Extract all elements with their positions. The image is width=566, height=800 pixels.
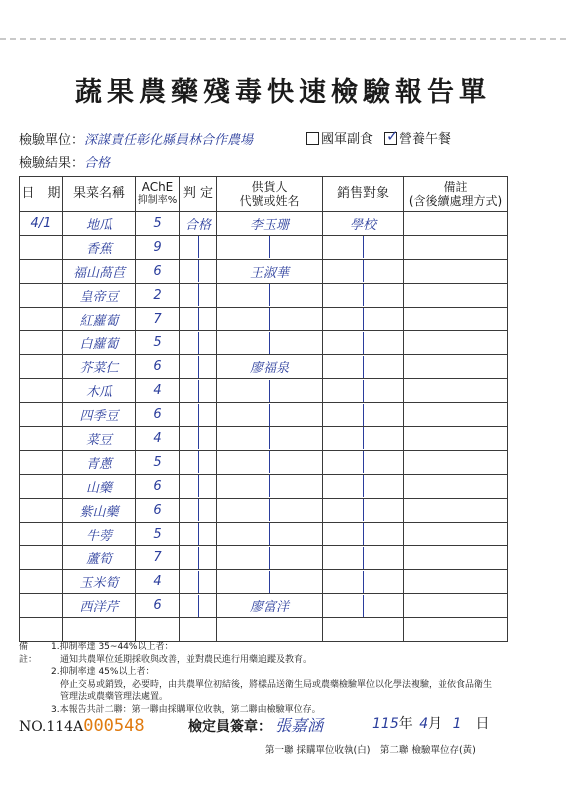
ditto-mark <box>363 547 364 569</box>
row-item <box>63 427 136 451</box>
ditto-mark <box>269 404 270 426</box>
row-ache-text: 5 <box>153 454 162 470</box>
row-buyer <box>323 379 404 403</box>
military-option[interactable] <box>306 128 373 147</box>
row-item <box>63 212 136 236</box>
row-buyer <box>323 307 404 331</box>
military-checkbox[interactable] <box>306 132 319 145</box>
ditto-mark <box>198 404 199 426</box>
row-remark <box>404 427 508 451</box>
row-item <box>63 259 136 283</box>
row-remark <box>404 450 508 474</box>
row-ache <box>136 355 180 379</box>
row-ache-text: 2 <box>153 287 162 303</box>
row-item <box>63 403 136 427</box>
row-item <box>63 522 136 546</box>
row-ache <box>136 235 180 259</box>
note-line: 3.本報告共計二聯：第一聯由採購單位收執，第二聯由檢驗單位存。 <box>51 704 321 715</box>
row-buyer <box>323 474 404 498</box>
row-buyer-text: 學校 <box>349 217 376 233</box>
col-header-item: 果菜名稱 <box>63 177 136 212</box>
row-ache-text: 9 <box>153 239 162 255</box>
row-item-text: 白蘿蔔 <box>79 337 119 353</box>
serial-digits: 000548 <box>83 716 145 736</box>
row-item-text: 紅蘿蔔 <box>79 313 119 329</box>
table-row <box>20 307 508 331</box>
remark-header-top: 備註 <box>443 180 468 194</box>
row-ache <box>136 379 180 403</box>
date-day-unit: 日 <box>475 716 490 732</box>
row-supplier <box>217 570 323 594</box>
ditto-mark <box>363 284 364 306</box>
row-ache <box>136 618 180 642</box>
row-date <box>20 618 63 642</box>
row-judgement <box>180 546 217 570</box>
row-ache <box>136 570 180 594</box>
page-title: 蔬果農藥殘毒快速檢驗報告單 <box>75 77 491 108</box>
row-date <box>20 594 63 618</box>
ditto-mark <box>363 380 364 402</box>
inspection-table <box>19 176 508 642</box>
row-ache <box>136 498 180 522</box>
row-supplier <box>217 331 323 355</box>
col-header-remark <box>404 177 508 212</box>
ditto-mark <box>198 427 199 449</box>
table-row <box>20 570 508 594</box>
ache-header-bottom: 抑制率% <box>137 195 178 206</box>
row-item <box>63 570 136 594</box>
note-line: 1.抑制率達 35~44%以上者： <box>51 642 174 652</box>
ditto-mark <box>198 356 199 378</box>
row-remark <box>404 331 508 355</box>
row-item <box>63 355 136 379</box>
row-remark <box>404 307 508 331</box>
row-ache-text: 6 <box>153 263 162 279</box>
ditto-mark <box>363 475 364 497</box>
row-judgement <box>180 474 217 498</box>
row-item-text: 西洋芹 <box>79 600 119 616</box>
row-ache-text: 6 <box>153 407 162 423</box>
row-date <box>20 331 63 355</box>
ditto-mark <box>198 523 199 545</box>
row-date <box>20 546 63 570</box>
ditto-mark <box>269 427 270 449</box>
ditto-mark <box>198 571 199 593</box>
serial-prefix: NO.114A <box>19 719 84 735</box>
row-item <box>63 474 136 498</box>
ditto-mark <box>363 595 364 617</box>
row-ache <box>136 522 180 546</box>
row-buyer <box>323 618 404 642</box>
row-supplier <box>217 618 323 642</box>
row-buyer <box>323 450 404 474</box>
row-date <box>20 450 63 474</box>
result-label: 檢驗結果： <box>19 156 85 171</box>
nutrition-option-label: 營養午餐 <box>399 132 452 147</box>
table-row <box>20 212 508 236</box>
row-item-text: 蘆筍 <box>85 552 112 568</box>
ditto-mark <box>269 547 270 569</box>
row-ache <box>136 546 180 570</box>
row-judgement <box>180 283 217 307</box>
row-item <box>63 331 136 355</box>
row-judgement <box>180 355 217 379</box>
result-value: 合格 <box>84 156 111 171</box>
row-date <box>20 427 63 451</box>
row-supplier <box>217 546 323 570</box>
row-date-text: 4/1 <box>30 215 52 231</box>
row-item-text: 地瓜 <box>85 217 112 233</box>
ditto-mark <box>269 380 270 402</box>
row-supplier <box>217 498 323 522</box>
row-buyer <box>323 403 404 427</box>
ditto-mark <box>363 260 364 282</box>
row-remark <box>404 522 508 546</box>
row-judgement <box>180 498 217 522</box>
row-item-text: 青蔥 <box>85 456 112 472</box>
row-buyer <box>323 235 404 259</box>
row-supplier <box>217 259 323 283</box>
row-supplier <box>217 594 323 618</box>
note-line: 停止交易或銷毀，必要時，由共農單位初結後，將樣品送衛生局或農藥檢驗單位以化學法複驗，並依食品衛生 <box>51 679 493 690</box>
ditto-mark <box>363 404 364 426</box>
row-buyer <box>323 331 404 355</box>
row-buyer <box>323 283 404 307</box>
supplier-header-bottom: 代號或姓名 <box>239 194 300 208</box>
row-remark <box>404 283 508 307</box>
row-remark <box>404 355 508 379</box>
perforation-line <box>0 38 566 40</box>
ditto-mark <box>269 451 270 473</box>
row-item-text: 福山萵苣 <box>72 265 125 281</box>
row-buyer <box>323 594 404 618</box>
row-buyer <box>323 522 404 546</box>
row-date <box>20 235 63 259</box>
row-supplier <box>217 235 323 259</box>
row-remark <box>404 594 508 618</box>
ditto-mark <box>269 284 270 306</box>
row-ache-text: 5 <box>153 335 162 351</box>
ditto-mark <box>198 284 199 306</box>
row-item-text: 木瓜 <box>85 385 112 401</box>
ditto-mark <box>198 595 199 617</box>
row-buyer <box>323 259 404 283</box>
row-supplier <box>217 307 323 331</box>
row-supplier-text: 廖福泉 <box>249 361 289 377</box>
row-date <box>20 355 63 379</box>
row-judgement <box>180 570 217 594</box>
table-row <box>20 403 508 427</box>
nutrition-option[interactable] <box>384 128 451 147</box>
table-row <box>20 594 508 618</box>
row-supplier <box>217 212 323 236</box>
table-row <box>20 546 508 570</box>
row-judgement <box>180 379 217 403</box>
ditto-mark <box>269 236 270 258</box>
row-item <box>63 283 136 307</box>
notes-label: 備註： <box>19 642 38 665</box>
row-item-text: 四季豆 <box>79 409 119 425</box>
col-header-judgement: 判 定 <box>180 177 217 212</box>
row-remark <box>404 259 508 283</box>
row-remark <box>404 403 508 427</box>
row-buyer <box>323 546 404 570</box>
ditto-mark <box>269 332 270 354</box>
table-row <box>20 235 508 259</box>
row-judgement <box>180 618 217 642</box>
row-judgement <box>180 235 217 259</box>
row-ache <box>136 450 180 474</box>
date-month-unit: 月 <box>428 716 443 732</box>
row-supplier-text: 李玉珊 <box>249 217 289 233</box>
row-buyer <box>323 498 404 522</box>
row-ache <box>136 259 180 283</box>
row-item <box>63 594 136 618</box>
row-judgement <box>180 331 217 355</box>
check-mark-icon: ✓ <box>386 127 399 145</box>
row-item <box>63 379 136 403</box>
date-year: 115 <box>372 716 399 732</box>
row-buyer <box>323 427 404 451</box>
ditto-mark <box>363 499 364 521</box>
note-line: 2.抑制率達 45%以上者： <box>51 667 155 677</box>
row-ache-text: 4 <box>153 430 162 446</box>
ditto-mark <box>363 523 364 545</box>
row-ache <box>136 427 180 451</box>
inspector-label: 檢定員簽章： <box>188 719 272 735</box>
serial-number <box>19 716 145 736</box>
row-date <box>20 498 63 522</box>
row-supplier <box>217 355 323 379</box>
row-supplier <box>217 427 323 451</box>
ditto-mark <box>198 308 199 330</box>
row-judgement <box>180 450 217 474</box>
row-item <box>63 498 136 522</box>
row-ache-text: 6 <box>153 359 162 375</box>
row-ache-text: 4 <box>153 383 162 399</box>
row-supplier <box>217 403 323 427</box>
row-ache <box>136 474 180 498</box>
row-ache-text: 7 <box>153 550 162 566</box>
row-item-text: 山藥 <box>85 480 112 496</box>
row-ache-text: 6 <box>153 598 162 614</box>
col-header-date: 日 期 <box>20 177 63 212</box>
row-ache-text: 5 <box>153 526 162 542</box>
row-item <box>63 235 136 259</box>
table-row <box>20 379 508 403</box>
row-judgement <box>180 403 217 427</box>
date-day: 1 <box>452 716 462 732</box>
row-ache <box>136 331 180 355</box>
row-date <box>20 522 63 546</box>
table-row <box>20 355 508 379</box>
ditto-mark <box>363 427 364 449</box>
row-buyer <box>323 570 404 594</box>
row-ache <box>136 594 180 618</box>
ditto-mark <box>363 332 364 354</box>
row-remark <box>404 235 508 259</box>
ditto-mark <box>198 236 199 258</box>
row-remark <box>404 379 508 403</box>
row-date <box>20 403 63 427</box>
ditto-mark <box>269 308 270 330</box>
ditto-mark <box>198 332 199 354</box>
ditto-mark <box>198 475 199 497</box>
report-date <box>372 713 489 733</box>
col-header-supplier <box>217 177 323 212</box>
row-item <box>63 450 136 474</box>
table-header-row <box>20 177 508 212</box>
row-item-text: 牛蒡 <box>85 528 112 544</box>
row-date <box>20 570 63 594</box>
result-row <box>19 152 110 171</box>
ache-header-top: AChE <box>141 180 174 194</box>
table-row <box>20 498 508 522</box>
ditto-mark <box>198 499 199 521</box>
row-ache <box>136 307 180 331</box>
ditto-mark <box>198 380 199 402</box>
row-item <box>63 546 136 570</box>
row-item-text: 紫山藥 <box>79 504 119 520</box>
row-remark <box>404 546 508 570</box>
row-date <box>20 259 63 283</box>
table-row <box>20 427 508 451</box>
row-supplier <box>217 450 323 474</box>
ditto-mark <box>269 475 270 497</box>
row-remark <box>404 474 508 498</box>
ditto-mark <box>198 260 199 282</box>
row-remark <box>404 498 508 522</box>
row-judgement-text: 合格 <box>184 217 211 233</box>
ditto-mark <box>269 523 270 545</box>
row-supplier <box>217 474 323 498</box>
row-ache-text: 6 <box>153 502 162 518</box>
table-row <box>20 331 508 355</box>
row-item-text: 玉米筍 <box>79 576 119 592</box>
nutrition-checkbox[interactable] <box>384 127 399 145</box>
row-supplier <box>217 522 323 546</box>
date-year-unit: 年 <box>398 716 413 732</box>
supplier-header-top: 供貨人 <box>251 180 288 194</box>
row-date <box>20 283 63 307</box>
ditto-mark <box>363 356 364 378</box>
row-supplier <box>217 283 323 307</box>
row-item-text: 菜豆 <box>85 432 112 448</box>
row-judgement <box>180 427 217 451</box>
table-row <box>20 522 508 546</box>
row-ache-text: 6 <box>153 478 162 494</box>
row-date <box>20 212 63 236</box>
row-judgement <box>180 594 217 618</box>
unit-label: 檢驗單位： <box>19 133 85 148</box>
date-month: 4 <box>419 716 429 732</box>
row-date <box>20 307 63 331</box>
ditto-mark <box>363 571 364 593</box>
row-supplier <box>217 379 323 403</box>
row-remark <box>404 618 508 642</box>
row-item-text: 皇帝豆 <box>79 289 119 305</box>
unit-row <box>19 129 253 148</box>
col-header-ache <box>136 177 180 212</box>
ditto-mark <box>269 571 270 593</box>
unit-value: 深謀責任彰化縣員林合作農場 <box>84 133 254 148</box>
notes-body <box>51 641 531 716</box>
row-date <box>20 379 63 403</box>
row-item-text: 芥菜仁 <box>79 361 119 377</box>
table-row <box>20 618 508 642</box>
ditto-mark <box>198 451 199 473</box>
row-ache <box>136 403 180 427</box>
table-row <box>20 450 508 474</box>
row-judgement <box>180 522 217 546</box>
ditto-mark <box>363 451 364 473</box>
row-ache-text: 5 <box>153 215 162 231</box>
col-header-buyer: 銷售對象 <box>323 177 404 212</box>
row-item <box>63 307 136 331</box>
row-judgement <box>180 259 217 283</box>
military-option-label: 國軍副食 <box>321 132 374 147</box>
row-ache-text: 7 <box>153 311 162 327</box>
row-ache <box>136 283 180 307</box>
row-remark <box>404 212 508 236</box>
row-remark <box>404 570 508 594</box>
copy-distribution: 第一聯 採購單位收執(白) 第二聯 檢驗單位存(黃) <box>265 745 476 756</box>
ditto-mark <box>363 308 364 330</box>
row-judgement <box>180 307 217 331</box>
note-line: 管理法或農藥管理法處置。 <box>51 692 169 702</box>
row-ache-text: 4 <box>153 574 162 590</box>
row-judgement <box>180 212 217 236</box>
table-row <box>20 259 508 283</box>
remark-header-bottom: (含後續處理方式) <box>408 194 503 208</box>
row-buyer <box>323 212 404 236</box>
row-supplier-text: 廖富洋 <box>249 600 289 616</box>
row-supplier-text: 王淑華 <box>249 265 289 281</box>
ditto-mark <box>363 236 364 258</box>
row-ache <box>136 212 180 236</box>
row-item-text: 香蕉 <box>85 241 112 257</box>
note-line: 通知共農單位延期採收與改善，並對農民進行用藥追蹤及教育。 <box>51 654 313 665</box>
ditto-mark <box>198 547 199 569</box>
table-row <box>20 474 508 498</box>
table-row <box>20 283 508 307</box>
inspector-signature: 張嘉涵 <box>275 716 324 735</box>
row-date <box>20 474 63 498</box>
ditto-mark <box>269 499 270 521</box>
row-buyer <box>323 355 404 379</box>
row-item <box>63 618 136 642</box>
